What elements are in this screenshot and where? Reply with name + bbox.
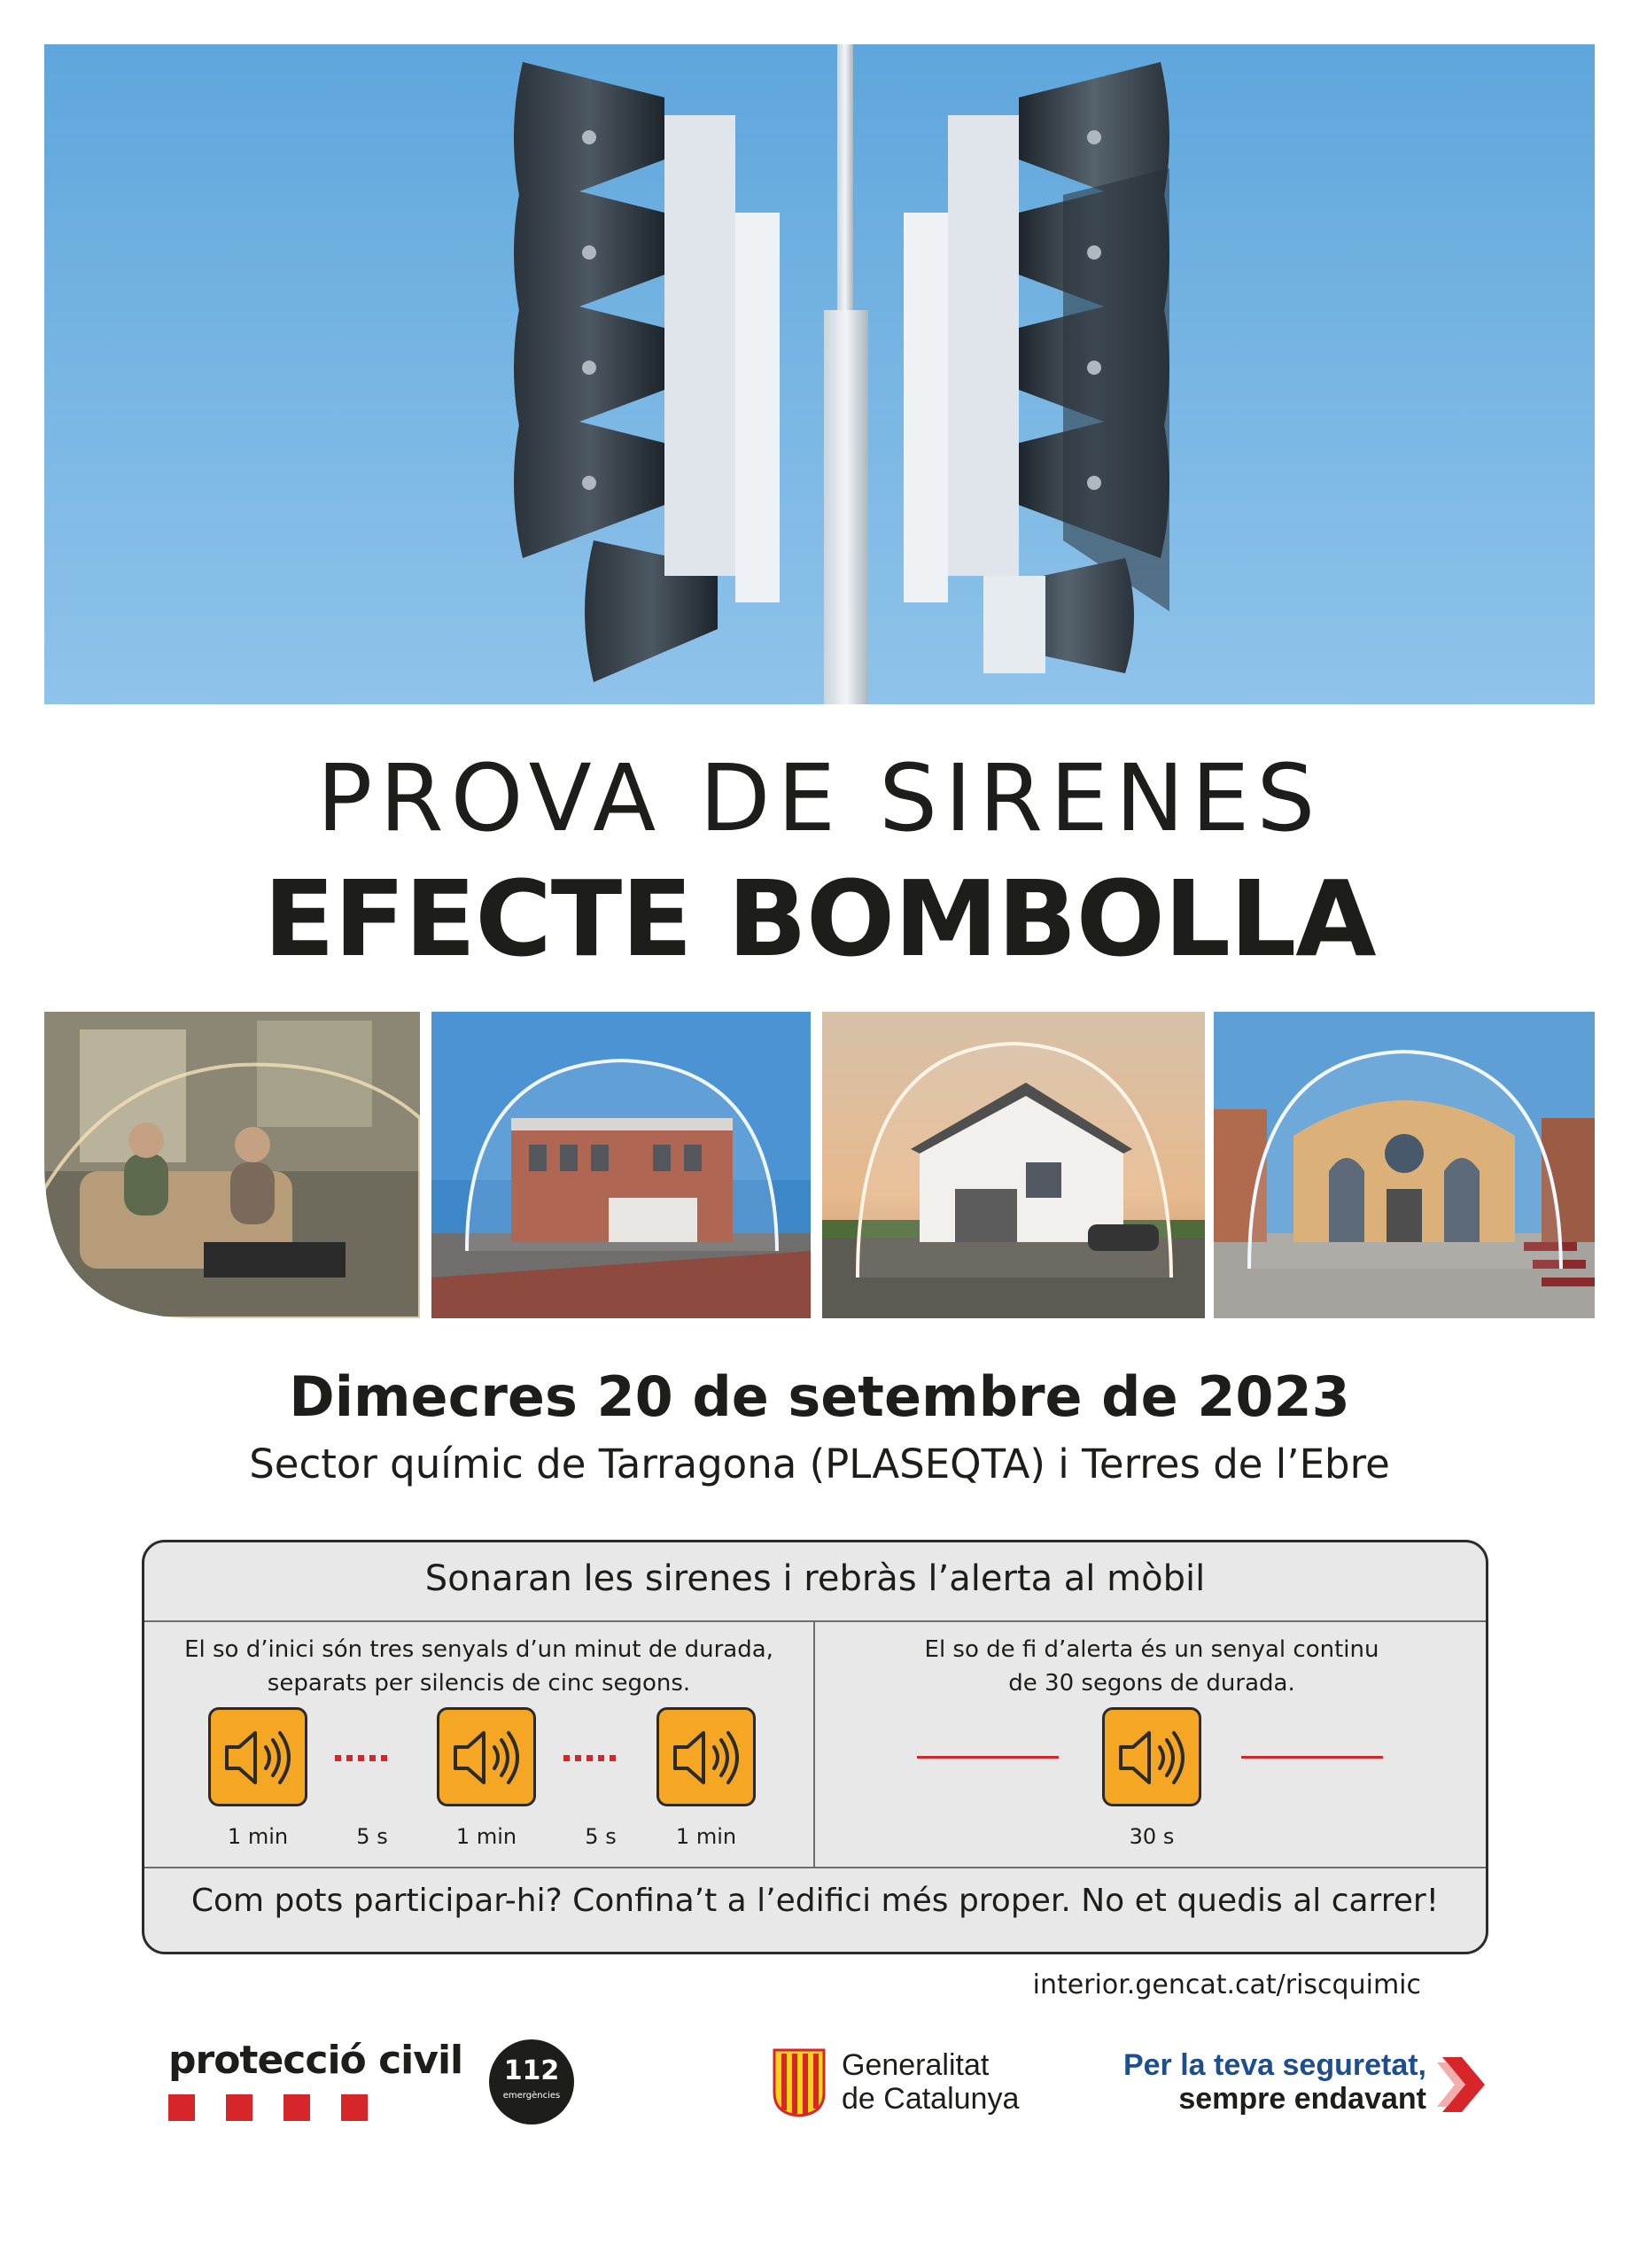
end-signal-description-line-1: El so de fi d’alerta és un senyal continu <box>924 1636 1379 1663</box>
generalitat-line-2: de Catalunya <box>842 2082 1020 2116</box>
start-signal-description-line-1: El so d’inici són tres senyals d’un minut de durada, <box>184 1636 773 1663</box>
emergency-112-logo <box>489 2039 574 2124</box>
proteccio-civil-square-icon <box>226 2094 252 2121</box>
proteccio-civil-square-icon <box>284 2094 310 2121</box>
continuous-signal-line <box>1241 1756 1383 1759</box>
start-signal-description <box>144 1633 813 1700</box>
siren-info-box <box>142 1540 1488 1954</box>
speaker-icon <box>208 1707 307 1806</box>
continuous-signal-line <box>917 1756 1059 1759</box>
speaker-icon <box>437 1707 536 1806</box>
generalitat-line-1: Generalitat <box>842 2048 990 2082</box>
divider <box>144 1620 1486 1622</box>
slogan-line-1: Per la teva seguretat, <box>1122 2048 1426 2082</box>
event-location: Sector químic de Tarragona (PLASEQTA) i Terres de l’Ebre <box>249 1441 1390 1487</box>
silence-dots <box>335 1755 392 1762</box>
emergency-subtitle: emergències <box>502 2091 561 2101</box>
title-line-1: PROVA DE SIRENES <box>316 744 1323 852</box>
start-signal-description-line-2: separats per silencis de cinc segons. <box>267 1670 691 1697</box>
slogan-line-2: sempre endavant <box>1178 2082 1426 2116</box>
duration-label: 1 min <box>675 1824 737 1849</box>
duration-label: 5 s <box>585 1824 617 1849</box>
duration-label: 1 min <box>227 1824 289 1849</box>
duration-label: 30 s <box>1129 1824 1175 1849</box>
participation-instructions: Com pots participar-hi? Confina’t a l’edifici més proper. No et quedis al carrer! <box>190 1883 1440 1919</box>
duration-label: 1 min <box>455 1824 517 1849</box>
chevron-right-icon <box>1435 2054 1488 2116</box>
emergency-number: 112 <box>503 2055 560 2086</box>
speaker-icon <box>656 1707 756 1806</box>
info-box-heading: Sonaran les sirenes i rebràs l’alerta al mòbil <box>424 1558 1206 1599</box>
speaker-icon <box>1102 1707 1201 1806</box>
proteccio-civil-square-icon <box>341 2094 368 2121</box>
photo-living-room-bubble <box>44 1012 420 1318</box>
photo-market-hall-bubble <box>1214 1012 1595 1318</box>
silence-dots <box>563 1755 621 1762</box>
end-signal-description-line-2: de 30 segons de durada. <box>1008 1670 1295 1697</box>
generalitat-emblem-icon <box>771 2047 827 2117</box>
siren-tower-illustration <box>44 44 1595 704</box>
proteccio-civil-square-icon <box>168 2094 195 2121</box>
photo-house-bubble <box>822 1012 1205 1318</box>
generalitat-logo-text <box>842 2048 1019 2116</box>
info-url[interactable]: interior.gencat.cat/riscquimic <box>1032 1969 1421 2000</box>
slogan <box>1063 2048 1426 2116</box>
end-signal-description <box>815 1633 1488 1700</box>
divider <box>144 1867 1486 1868</box>
title-line-2: EFECTE BOMBOLLA <box>263 858 1376 980</box>
duration-label: 5 s <box>356 1824 388 1849</box>
hero-siren-photo <box>44 44 1595 704</box>
event-date: Dimecres 20 de setembre de 2023 <box>289 1364 1350 1429</box>
photo-brick-building-bubble <box>431 1012 811 1318</box>
proteccio-civil-logo: protecció civil <box>168 2038 463 2083</box>
